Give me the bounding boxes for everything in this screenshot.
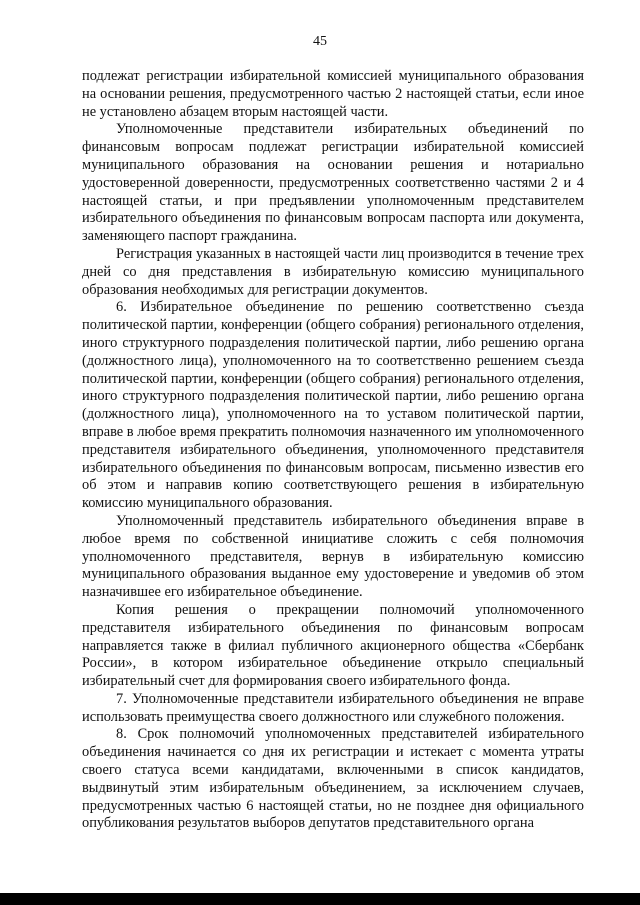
paragraph-sberbank-copy: Копия решения о прекращении полномочий уполномоченного представителя избирательного объединения по финансовым вопросам направляется также в филиал публичного акционерного общества «Сбербанк России», в котором избирательное объединение открыло специальный избирательный счет для формирования своего избирательного фонда. [82,601,584,690]
page-number: 45 [313,34,327,49]
bottom-scan-border [0,893,640,905]
document-body [82,68,584,833]
paragraph-continuation: подлежат регистрации избирательной комиссией муниципального образования на основании решения, предусмотренного частью 2 настоящей статьи, если иное не установлено абзацем вторым настоящей части. [82,68,584,120]
paragraph-registration-term: Регистрация указанных в настоящей части лиц производится в течение трех дней со дня представления в избирательную комиссию муниципального образования необходимых для регистрации документов. [82,245,584,298]
paragraph-item-7: 7. Уполномоченные представители избирательного объединения не вправе использовать преимущества своего должностного или служебного положения. [82,690,584,725]
paragraph-resignation: Уполномоченный представитель избирательного объединения вправе в любое время по собственной инициативе сложить с себя полномочия уполномоченного представителя, вернув в избирательную комиссию муниципального образования выданное ему удостоверение и уведомив об этом назначившее его избирательное объединение. [82,512,584,601]
paragraph-item-6: 6. Избирательное объединение по решению соответственно съезда политической партии, конференции (общего собрания) регионального отделения, иного структурного подразделения политической партии, либо решению органа (должностного лица), уполномоченного на то соответственно решением съезда политической партии, конференции (общего собрания) регионального отделения, иного структурного подразделения политической партии, либо решению органа (должностного лица), уполномоченного на то уставом политической партии, вправе в любое время прекратить полномочия назначенного им уполномоченного представителя избирательного объединения, уполномоченного представителя избирательного объединения по финансовым вопросам, письменно известив его об этом и направив копию соответствующего решения в избирательную комиссию муниципального образования. [82,299,584,512]
paragraph-financial-representatives: Уполномоченные представители избирательных объединений по финансовым вопросам подлежат регистрации избирательной комиссией муниципального образования на основании решения и нотариально удостоверенной доверенности, предусмотренных соответственно частями 2 и 4 настоящей статьи, и при предъявлении уполномоченным представителем избирательного объединения по финансовым вопросам паспорта или документа, заменяющего паспорт гражданина. [82,121,584,245]
paragraph-item-8: 8. Срок полномочий уполномоченных представителей избирательного объединения начинается со дня их регистрации и истекает с момента утраты своего статуса всеми кандидатами, включенными в список кандидатов, выдвинутый этим избирательным объединением, за исключением случаев, предусмотренных частью 6 настоящей статьи, но не позднее дня официального опубликования результатов выборов депутатов представительного органа [82,726,584,832]
